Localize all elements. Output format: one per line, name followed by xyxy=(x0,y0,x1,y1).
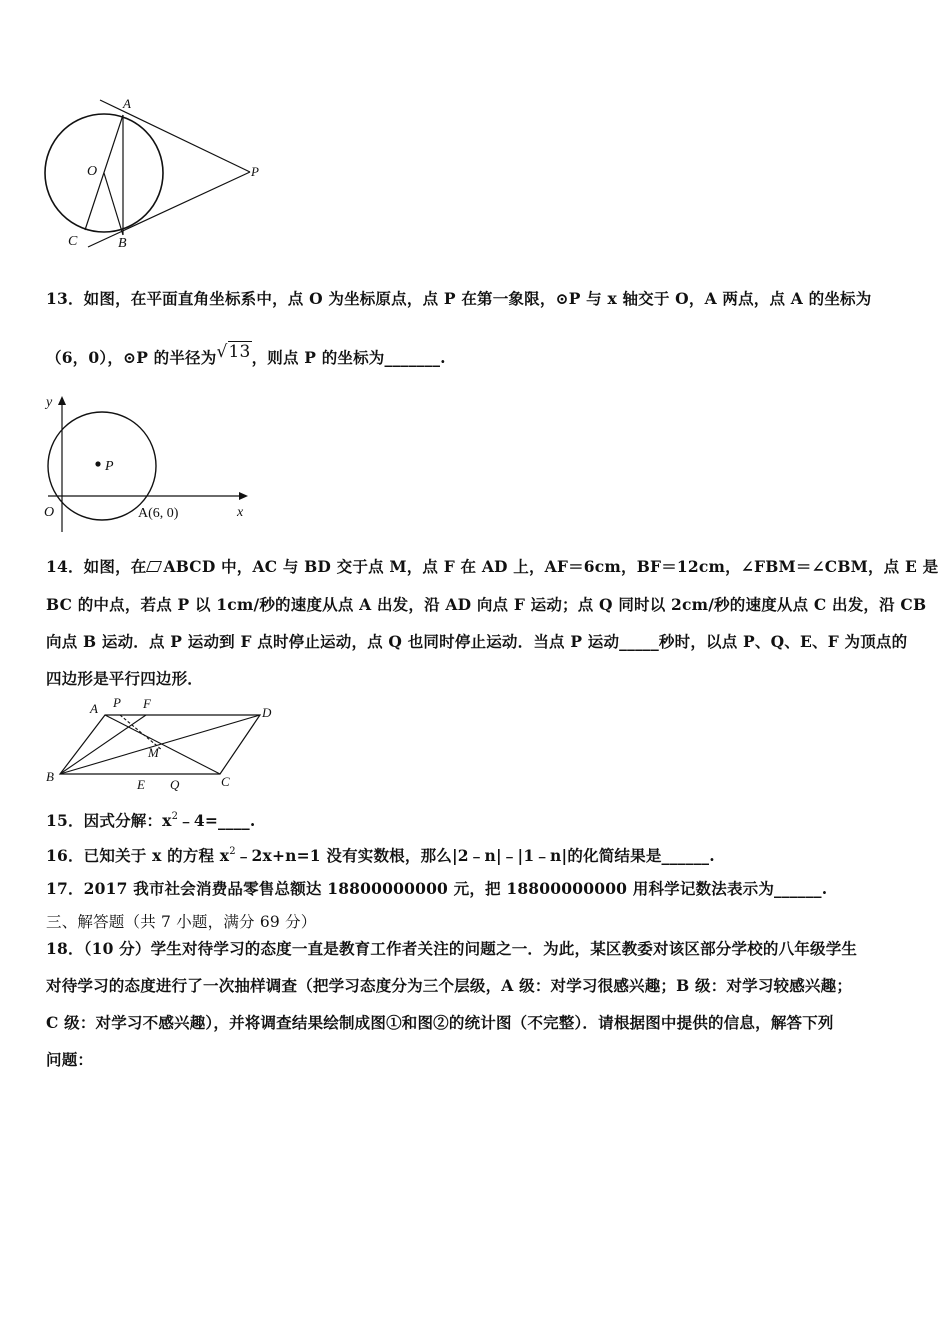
label-point-p: P xyxy=(105,459,114,474)
label-p: P xyxy=(251,164,259,179)
label-b: B xyxy=(118,236,127,251)
y-axis-arrow xyxy=(58,396,66,405)
label-f: F xyxy=(143,696,151,711)
label-origin: O xyxy=(44,505,55,520)
label-y: y xyxy=(46,395,53,410)
label-point-a: A(6, 0) xyxy=(138,506,179,521)
parallelogram-symbol xyxy=(146,561,162,572)
q16-exponent: 2 xyxy=(229,846,236,857)
q14-line1 xyxy=(46,555,938,577)
q15 xyxy=(46,809,255,831)
q14-line2: BC 的中点，若点 P 以 1cm/秒的速度从点 A 出发，沿 AD 向点 F 运动；点 Q 同时以 2cm/秒的速度从点 C 出发，沿 CB xyxy=(46,595,927,614)
q18-line4: 问题： xyxy=(46,1050,94,1069)
diagonal-ac xyxy=(105,715,220,774)
figure-parallelogram xyxy=(40,695,280,795)
q14-line4: 四边形是平行四边形． xyxy=(46,669,204,688)
q14-line1-after: ABCD 中，AC 与 BD 交于点 M，点 F 在 AD 上，AF＝6cm，BF＝12cm，∠FBM＝∠CBM，点 E 是 xyxy=(163,557,939,576)
radical-sign: √ xyxy=(216,342,228,362)
q14-line3: 向点 B 运动．点 P 运动到 F 点时停止运动，点 Q 也同时停止运动．当点 P 运动_____秒时，以点 P、Q、E、F 为顶点的 xyxy=(46,632,908,651)
label-a: A xyxy=(123,96,131,111)
q14-line1-before: 14．如图，在 xyxy=(46,557,147,576)
q15-after: ﹣4=____. xyxy=(178,811,256,830)
figure-circle-tangent xyxy=(38,95,278,255)
diagonal-bd xyxy=(60,715,260,774)
q18-line3: C 级：对学习不感兴趣），并将调查结果绘制成图①和图②的统计图（不完整）．请根据图中提供的信息，解答下列 xyxy=(46,1013,834,1032)
center-point-p xyxy=(95,461,100,466)
label-b: B xyxy=(46,769,54,784)
label-d: D xyxy=(262,705,272,720)
q13-line1: 13．如图，在平面直角坐标系中，点 O 为坐标原点，点 P 在第一象限，⊙P 与 x 轴交于 O，A 两点，点 A 的坐标为 xyxy=(46,289,872,308)
circle-p xyxy=(48,412,156,520)
q16-after: ﹣2x+n=1 没有实数根，那么|2﹣n|﹣|1﹣n|的化简结果是______. xyxy=(235,846,715,865)
q18-line2: 对待学习的态度进行了一次抽样调查（把学习态度分为三个层级，A 级：对学习很感兴趣；B 级：对学习较感兴趣； xyxy=(46,976,853,995)
sqrt-13 xyxy=(216,342,251,362)
label-c: C xyxy=(221,774,230,789)
tangent-pb xyxy=(88,172,250,247)
x-axis-arrow xyxy=(239,492,248,500)
label-e: E xyxy=(137,777,145,792)
q13-line2 xyxy=(46,342,446,368)
q18-line1: 18．（10 分）学生对待学习的态度一直是教育工作者关注的问题之一．为此，某区教委对该区部分学校的八年级学生 xyxy=(46,939,858,958)
label-c: C xyxy=(68,234,78,249)
q15-before: 15．因式分解：x xyxy=(46,811,172,830)
q16 xyxy=(46,844,715,866)
q13-line2-before: （6，0），⊙P 的半径为 xyxy=(46,348,217,367)
segment-bf xyxy=(60,715,146,774)
radicand: 13 xyxy=(228,342,251,362)
label-a: A xyxy=(90,701,98,716)
q17: 17．2017 我市社会消费品零售总额达 18800000000 元，把 18800000000 用科学记数法表示为______. xyxy=(46,879,828,898)
label-q: Q xyxy=(170,777,180,792)
q15-exponent: 2 xyxy=(171,811,179,822)
label-p: P xyxy=(113,695,121,710)
section-3-title: 三、解答题（共 7 小题，满分 69 分） xyxy=(46,913,317,931)
figure-coordinate-circle xyxy=(38,392,253,532)
label-x: x xyxy=(237,505,244,520)
segment-ob xyxy=(104,173,123,235)
label-o: O xyxy=(87,164,98,179)
label-m: M xyxy=(148,745,159,760)
q13-line2-after: ，则点 P 的坐标为_______. xyxy=(251,348,446,367)
q16-before: 16．已知关于 x 的方程 x xyxy=(46,846,230,865)
